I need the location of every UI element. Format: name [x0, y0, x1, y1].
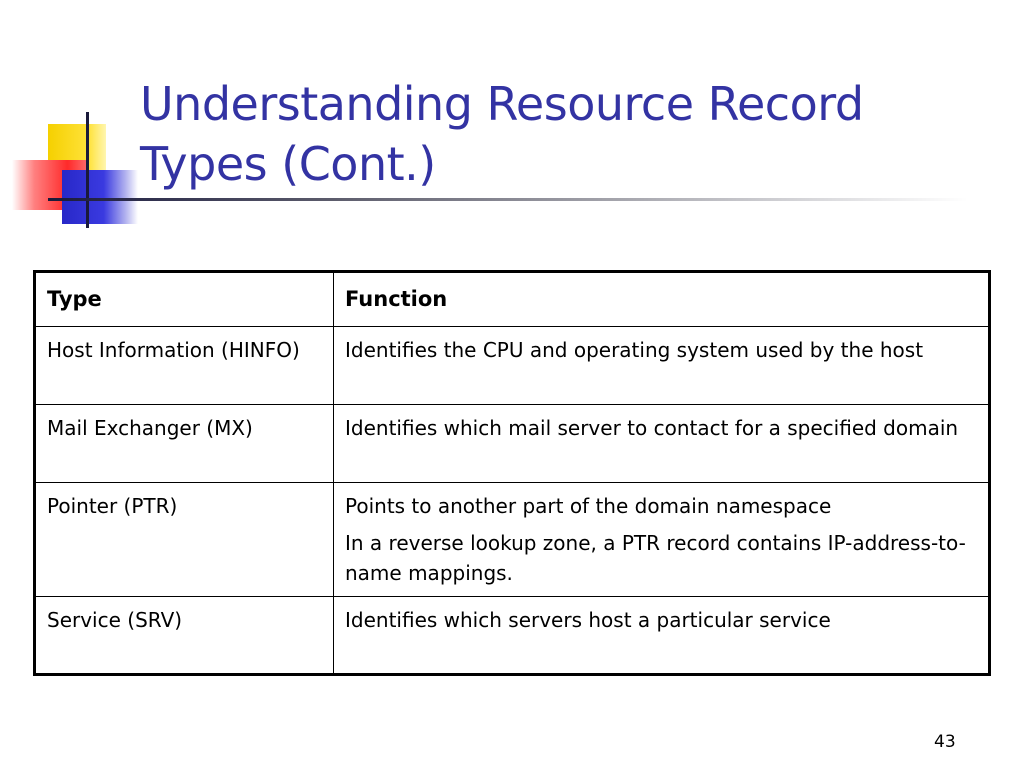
function-cell: [334, 327, 990, 405]
table-header-row: [35, 272, 990, 327]
function-text: Identifies the CPU and operating system used by the host: [345, 338, 924, 362]
vertical-rule-decoration: [86, 112, 89, 228]
function-cell: [334, 597, 990, 675]
function-cell: [334, 483, 990, 597]
table-row: [35, 597, 990, 675]
function-text: In a reverse lookup zone, a PTR record contains IP-address-to-name mappings.: [345, 531, 966, 585]
type-cell: Pointer (PTR): [35, 483, 334, 597]
type-cell: Mail Exchanger (MX): [35, 405, 334, 483]
type-cell: Service (SRV): [35, 597, 334, 675]
title-underline-rule: [48, 198, 968, 201]
resource-record-table: [33, 270, 991, 676]
function-text: Identifies which servers host a particular service: [345, 608, 831, 632]
blue-square-decoration: [62, 170, 138, 224]
function-cell: [334, 405, 990, 483]
function-text: Identifies which mail server to contact for a specified domain: [345, 416, 959, 440]
slide-title: Understanding Resource Record Types (Cont.): [140, 77, 864, 191]
table-row: [35, 327, 990, 405]
column-header-function: Function: [334, 272, 990, 327]
table-row: [35, 405, 990, 483]
column-header-type: Type: [35, 272, 334, 327]
table-row: [35, 483, 990, 597]
function-text: Points to another part of the domain namespace: [345, 494, 832, 518]
page-number: 43: [934, 732, 956, 752]
type-cell: Host Information (HINFO): [35, 327, 334, 405]
